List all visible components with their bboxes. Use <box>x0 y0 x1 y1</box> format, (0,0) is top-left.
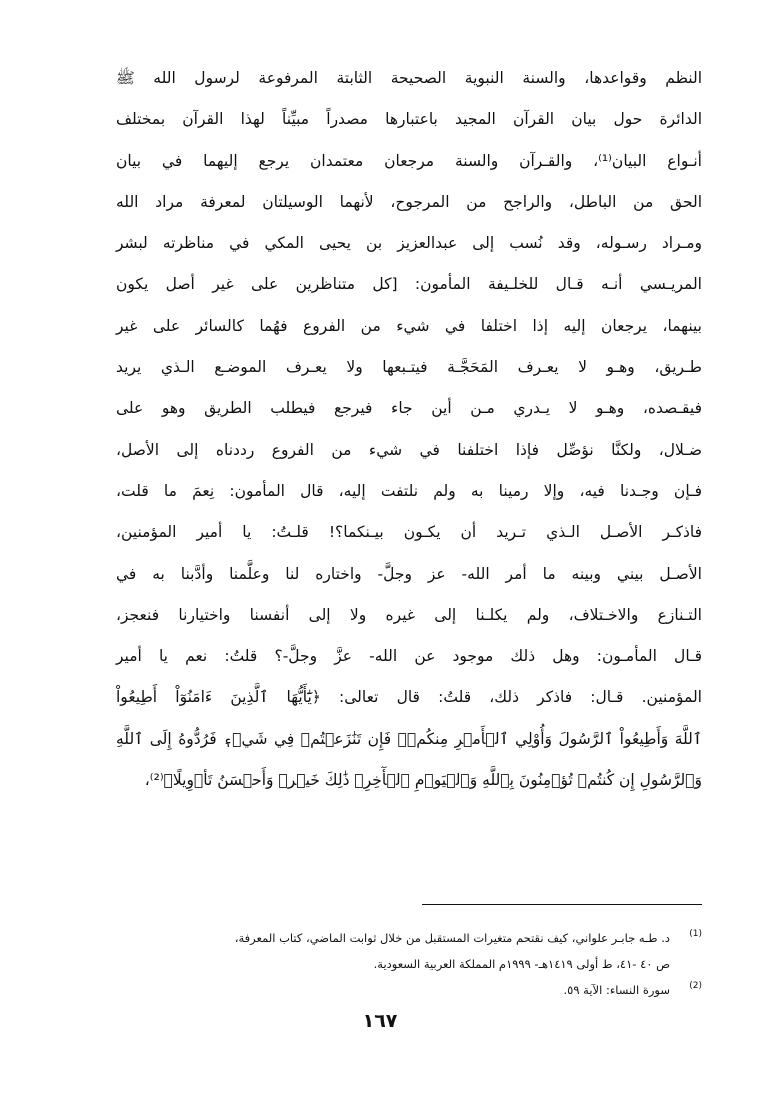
footnote-separator <box>422 904 702 905</box>
footnote-1-continued <box>116 951 702 977</box>
text-line: فاذكـر الأصـل الـذي تـريد أن يكـون بيـنكما؟! قلـتُ: يا أمير المؤمنين، <box>116 523 702 542</box>
footnote-text: سورة النساء: الآية ٥٩. <box>563 983 670 997</box>
text-line: فيقـصده، وهـو لا يـدري مـن أين جاء فيرجع فيطلب الطريق وهو على <box>116 399 702 418</box>
text-line: فـإن وجـدنا فيه، وإلا رمينا به ولم نلتفت إليه، قال المأمون: نِعمَ ما قلت، <box>116 481 702 500</box>
text-line: الدائرة حول بيان القرآن المجيد باعتبارها مصدراً مبيِّناً لهذا القرآن بمختلف <box>116 110 702 129</box>
text-line: النظم وقواعدها، والسنة النبوية الصحيحة الثابتة المرفوعة لرسول الله ﷺ <box>116 69 702 87</box>
text-line: طـريق، وهـو لا يعـرف المَحَجَّـة فيتـبعها ولا يعـرف الموضـع الـذي يريد <box>116 358 702 377</box>
text-line: قـال المأمـون: وهل ذلك موجود عن الله- عزَّ وجلَّ-؟ قلتُ: نعم يا أمير <box>116 647 702 666</box>
page-number: ١٦٧ <box>362 1010 398 1032</box>
text-line: الأصـل بيني وبينه ما أمر الله- عز وجلَّ- واختاره لنا وعلَّمنا وأدَّبنا به في <box>116 564 702 583</box>
text-line: بينهما، يرجعان إليه إذا اختلفا في شيء من الفروع فهُما كالسائر على غير <box>116 316 702 335</box>
quran-verse-line: ٱللَّهَ وَأَطِيعُواْ ٱلرَّسُولَ وَأُوْلِي ٱلۡأَمۡرِ مِنكُمۡۖ فَإِن تَنَٰزَعۡتُمۡ فِي شَيۡءٖ فَرُدُّوهُ إِلَى ٱللَّهِ <box>116 729 702 748</box>
text-line: ضـلال، ولكنَّا نؤصِّل فإذا اختلفنا في شيء من الفروع رددناه إلى الأصل، <box>116 440 702 459</box>
footnotes <box>116 925 702 1003</box>
text-line: المريـسي أنـه قـال للخلـيفة المأمون: [كل متناظرين على غير أصل يكون <box>116 275 702 294</box>
text-line: الحق من الباطل، والراجح من المرجوح، لأنهما الوسيلتان لمعرفة مراد الله <box>116 192 702 211</box>
text-line: المؤمنين. قـال: فاذكر ذلك، قلتُ: قال تعالى: ﴿يَٰٓأَيُّهَا ٱلَّذِينَ ءَامَنُوٓاْ أَطِيعُواْ <box>116 688 702 707</box>
footnote-text: د. طـه جابـر علواني، كيف نقتحم متغيرات المستقبل من خلال ثوابت الماضي، كتاب المعرفة، <box>234 931 670 945</box>
text-line: أنـواع البيان⁽¹⁾، والقـرآن والسنة مرجعان معتمدان يرجع إليهما في بيان <box>116 151 702 170</box>
footnote-text: ص ٤٠ -٤١، ط أولى ١٤١٩هـ- ١٩٩٩م المملكة العربية السعودية. <box>373 957 670 971</box>
footnote-number: (1) <box>689 929 702 939</box>
text-line: التـنازع والاخـتلاف، ولم يكلـنا إلى غيره ولا إلى أنفسنا واختيارنا فنعجز، <box>116 605 702 624</box>
footnote-number: (2) <box>689 981 702 991</box>
footnote-1 <box>116 925 702 951</box>
main-text <box>116 58 702 801</box>
quran-verse-line: وَٱلرَّسُولِ إِن كُنتُمۡ تُؤۡمِنُونَ بِٱللَّهِ وَٱلۡيَوۡمِ ٱلۡأٓخِرِۚ ذَٰلِكَ خَيۡرٞ وَأَحۡسَنُ تَأۡوِيلًا﴾⁽²⁾، <box>144 771 702 790</box>
text-line: ومـراد رسـوله، وقد نُسب إلى عبدالعزيز بن يحيى المكي في مناظرته لبشر <box>116 234 702 253</box>
footnote-2 <box>116 977 702 1003</box>
